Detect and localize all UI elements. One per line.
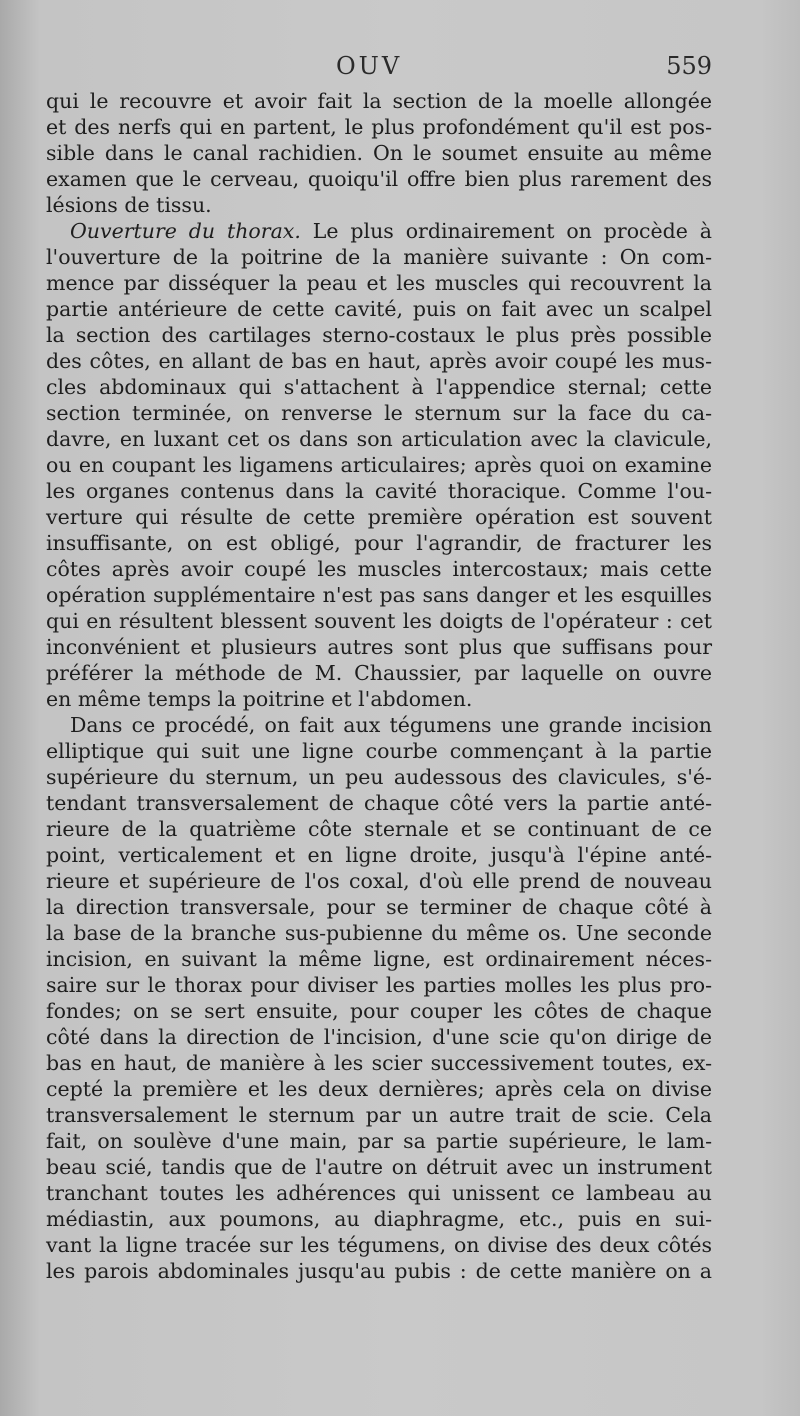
text-line: rieure et supérieure de l'os coxal, d'où elle prend de nouveau	[46, 869, 712, 893]
text-line: vant la ligne tracée sur les tégumens, on divise des deux côtés	[46, 1233, 712, 1257]
text-line: transversalement le sternum par un autre trait de scie. Cela	[46, 1103, 712, 1127]
text-line: fondes; on se sert ensuite, pour couper les côtes de chaque	[46, 999, 712, 1023]
text-line: verture qui résulte de cette première opération est souvent	[46, 505, 712, 529]
text-line: des côtes, en allant de bas en haut, après avoir coupé les mus-	[46, 349, 712, 373]
text-line: supérieure du sternum, un peu audessous des clavicules, s'é-	[46, 765, 712, 789]
text-line: qui en résultent blessent souvent les doigts de l'opérateur : cet	[46, 609, 712, 633]
text-line: beau scié, tandis que de l'autre on détruit avec un instrument	[46, 1155, 712, 1179]
text-line: sible dans le canal rachidien. On le soumet ensuite au même	[46, 141, 712, 165]
text-line: insuffisante, on est obligé, pour l'agrandir, de fracturer les	[46, 531, 712, 555]
text-line: la base de la branche sus-pubienne du même os. Une seconde	[46, 921, 712, 945]
text-line: et des nerfs qui en partent, le plus profondément qu'il est pos-	[46, 115, 712, 139]
text-line: incision, en suivant la même ligne, est ordinairement néces-	[46, 947, 712, 971]
text-line: lésions de tissu.	[46, 193, 212, 217]
text-run: Le plus ordinairement on procède à	[300, 219, 713, 243]
text-line: saire sur le thorax pour diviser les parties molles les plus pro-	[46, 973, 712, 997]
text-line: mence par disséquer la peau et les muscles qui recouvrent la	[46, 271, 712, 295]
text-line: bas en haut, de manière à les scier successivement toutes, ex-	[46, 1051, 712, 1075]
text-line: rieure de la quatrième côte sternale et se continuant de ce	[46, 817, 712, 841]
text-line: inconvénient et plusieurs autres sont plus que suffisans pour	[46, 635, 712, 659]
text-line: partie antérieure de cette cavité, puis on fait avec un scalpel	[46, 297, 712, 321]
text-line: la direction transversale, pour se terminer de chaque côté à	[46, 895, 712, 919]
text-line: la section des cartilages sterno-costaux le plus près possible	[46, 323, 712, 347]
text-line: côté dans la direction de l'incision, d'une scie qu'on dirige de	[46, 1025, 712, 1049]
text-line: en même temps la poitrine et l'abdomen.	[46, 687, 473, 711]
text-line: cles abdominaux qui s'attachent à l'appendice sternal; cette	[46, 375, 712, 399]
text-line: opération supplémentaire n'est pas sans danger et les esquilles	[46, 583, 712, 607]
text-line: examen que le cerveau, quoiqu'il offre bien plus rarement des	[46, 167, 712, 191]
text-line: point, verticalement et en ligne droite, jusqu'à l'épine anté-	[46, 843, 712, 867]
page-header	[46, 50, 712, 86]
text-line: les organes contenus dans la cavité thoracique. Comme l'ou-	[46, 479, 712, 503]
text-line: l'ouverture de la poitrine de la manière suivante : On com-	[46, 245, 712, 269]
running-head: OUV	[336, 52, 403, 80]
text-line: fait, on soulève d'une main, par sa partie supérieure, le lam-	[46, 1129, 712, 1153]
text-line: Dans ce procédé, on fait aux tégumens une grande incision	[70, 713, 712, 737]
text-line	[46, 218, 712, 244]
text-line: section terminée, on renverse le sternum sur la face du ca-	[46, 401, 712, 425]
text-line: médiastin, aux poumons, au diaphragme, etc., puis en sui-	[46, 1207, 712, 1231]
text-line: tranchant toutes les adhérences qui unissent ce lambeau au	[46, 1181, 712, 1205]
text-line: qui le recouvre et avoir fait la section de la moelle allongée	[46, 89, 712, 113]
text-line: elliptique qui suit une ligne courbe commençant à la partie	[46, 739, 712, 763]
text-line: préférer la méthode de M. Chaussier, par laquelle on ouvre	[46, 661, 712, 685]
section-heading: Ouverture du thorax.	[70, 219, 301, 243]
text-line: cepté la première et les deux dernières; après cela on divise	[46, 1077, 712, 1101]
text-line: ou en coupant les ligamens articulaires; après quoi on examine	[46, 453, 712, 477]
body-text	[46, 88, 712, 1284]
text-line: tendant transversalement de chaque côté vers la partie anté-	[46, 791, 712, 815]
page-number: 559	[666, 52, 712, 80]
text-line: côtes après avoir coupé les muscles intercostaux; mais cette	[46, 557, 712, 581]
text-line: les parois abdominales jusqu'au pubis : de cette manière on a	[46, 1259, 712, 1283]
text-line: davre, en luxant cet os dans son articulation avec la clavicule,	[46, 427, 712, 451]
